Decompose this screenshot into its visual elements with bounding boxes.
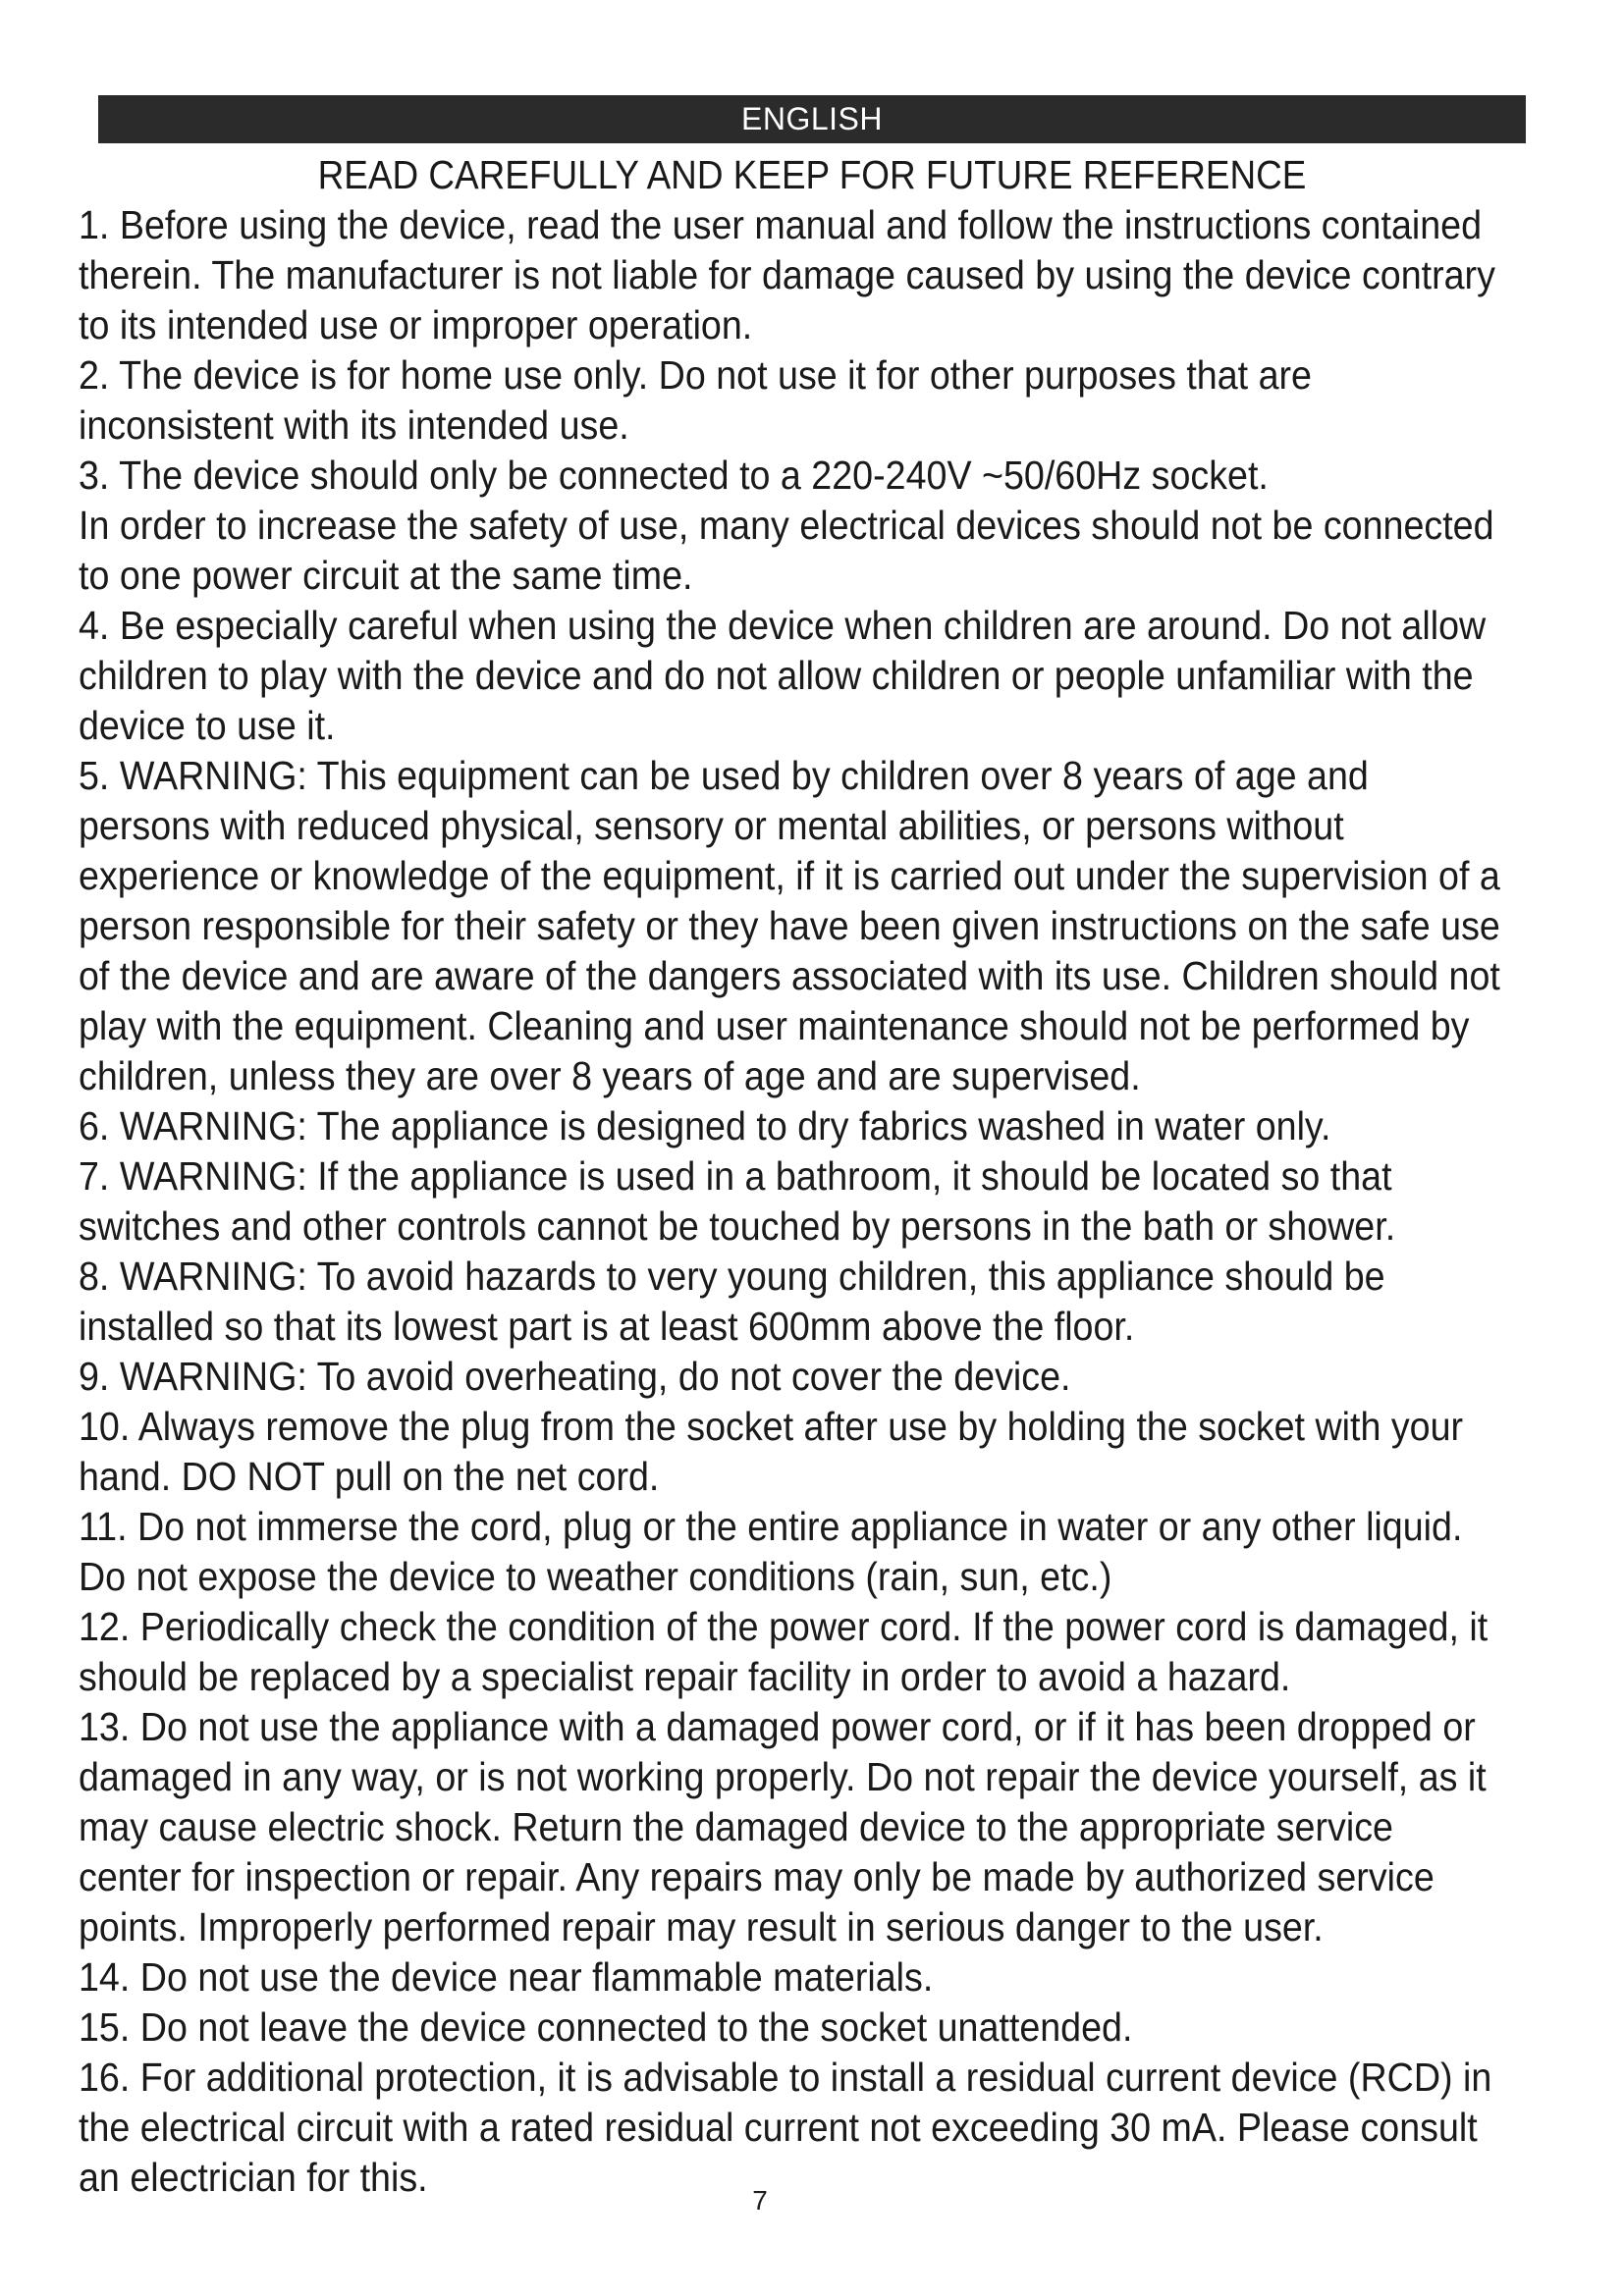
instruction-4: 4. Be especially careful when using the device when children are around. Do not allow children to play with the device and do not allow children or people unfamiliar with the device to use it. [79,603,1487,748]
language-banner: ENGLISH [98,95,1526,143]
page-title: READ CAREFULLY AND KEEP FOR FUTURE REFERENCE [317,152,1307,197]
instruction-12: 12. Periodically check the condition of the power cord. If the power cord is damaged, it should be replaced by a specialist repair facility in order to avoid a hazard. [79,1604,1489,1699]
instruction-8-warning: 8. WARNING: To avoid hazards to very young children, this appliance should be installed so that its lowest part is at least 600mm above the floor. [79,1254,1385,1349]
instruction-15: 15. Do not leave the device connected to the socket unattended. [79,2004,1133,2050]
instruction-7-warning: 7. WARNING: If the appliance is used in a bathroom, it should be located so that switches and other controls cannot be touched by persons in the bath or shower. [79,1153,1396,1249]
instruction-2: 2. The device is for home use only. Do not use it for other purposes that are inconsistent with its intended use. [79,352,1312,448]
instruction-10: 10. Always remove the plug from the socket after use by holding the socket with your hand. DO NOT pull on the net cord. [79,1404,1464,1499]
instruction-1: 1. Before using the device, read the user manual and follow the instructions contained therein. The manufacturer is not liable for damage caused by using the device contrary to its intended use or improper operation. [79,202,1495,347]
instruction-6-warning: 6. WARNING: The appliance is designed to dry fabrics washed in water only. [79,1103,1331,1148]
instruction-3: 3. The device should only be connected to a 220-240V ~50/60Hz socket. [79,453,1269,498]
instruction-13: 13. Do not use the appliance with a damaged power cord, or if it has been dropped or damaged in any way, or is not working properly. Do not repair the device yourself, as it may cause electric shock. Return the damaged device to the appropriate service center for inspection or repair. Any repairs may only be made by authorized service points. Improperly performed repair may result in serious danger to the user. [79,1704,1487,1949]
instruction-9-warning: 9. WARNING: To avoid overheating, do not cover the device. [79,1354,1071,1399]
instruction-5-warning: 5. WARNING: This equipment can be used by children over 8 years of age and persons with reduced physical, sensory or mental abilities, or persons without experience or knowledge of the equipment, if it is carried out under the supervision of a person responsible for their safety or they have been given instructions on the safe use of the device and are aware of the dangers associated with its use. Children should not play with the equipment. Cleaning and user maintenance should not be performed by children, unless they are over 8 years of age and are supervised. [79,753,1500,1098]
safety-instructions [79,200,1502,2203]
instruction-16: 16. For additional protection, it is advisable to install a residual current device (RCD) in the electrical circuit with a rated residual current not exceeding 30 mA. Please consult an electrician for this. [79,2055,1492,2200]
instruction-3-note: In order to increase the safety of use, many electrical devices should not be connected to one power circuit at the same time. [79,503,1494,598]
instruction-11: 11. Do not immerse the cord, plug or the entire appliance in water or any other liquid. Do not expose the device to weather conditions (rain, sun, etc.) [79,1504,1463,1599]
page-number: 7 [752,2185,768,2216]
instruction-14: 14. Do not use the device near flammable materials. [79,1954,934,2000]
